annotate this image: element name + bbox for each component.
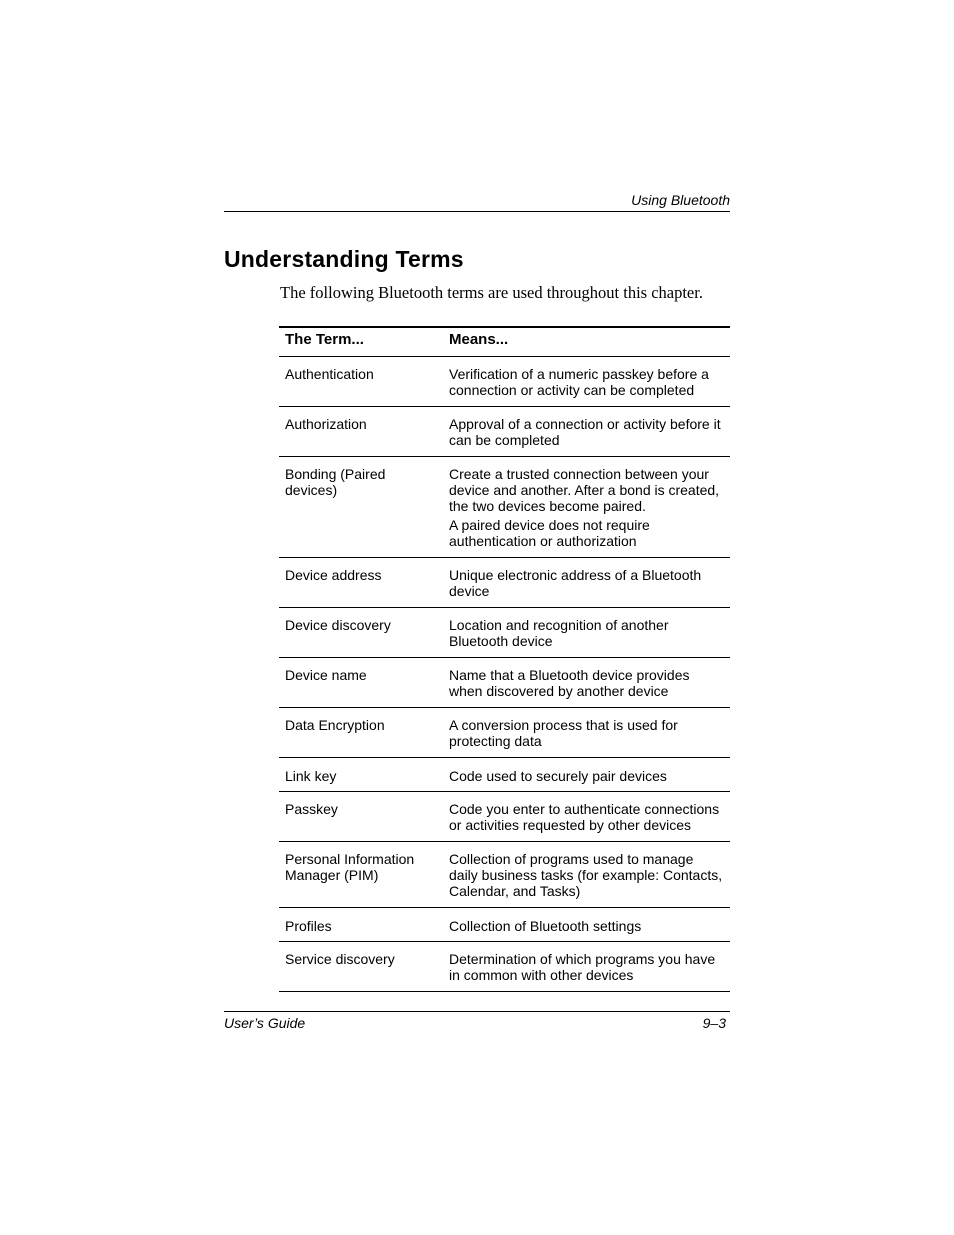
table-row [279, 558, 730, 608]
running-head: Using Bluetooth [631, 192, 730, 208]
means-text: Verification of a numeric passkey before a connection or activity can be completed [449, 366, 709, 398]
page-title: Understanding Terms [224, 246, 464, 272]
term-cell: Passkey [279, 792, 443, 842]
term-cell: Authorization [279, 407, 443, 457]
table-row [279, 708, 730, 758]
means-text: Name that a Bluetooth device provides when discovered by another device [449, 667, 690, 699]
term-cell: Device address [279, 558, 443, 608]
means-text: A conversion process that is used for protecting data [449, 717, 678, 749]
means-cell [443, 457, 730, 558]
means-text: Unique electronic address of a Bluetooth device [449, 567, 702, 599]
table-row [279, 407, 730, 457]
column-header-means: Means... [443, 327, 730, 357]
means-cell [443, 942, 730, 992]
means-text: A paired device does not require authentication or authorization [449, 517, 650, 549]
means-cell [443, 608, 730, 658]
terms-table [279, 326, 730, 992]
term-cell: Profiles [279, 908, 443, 942]
table-row [279, 908, 730, 942]
means-text: Collection of programs used to manage daily business tasks (for example: Contacts, Calendar, and Tasks) [449, 851, 723, 899]
table-row [279, 357, 730, 407]
means-cell [443, 357, 730, 407]
table-header-row [279, 327, 730, 357]
means-cell [443, 658, 730, 708]
column-header-term: The Term... [279, 327, 443, 357]
term-cell: Service discovery [279, 942, 443, 992]
table-row [279, 792, 730, 842]
table-row [279, 842, 730, 908]
term-cell: Personal Information Manager (PIM) [279, 842, 443, 908]
table-row [279, 457, 730, 558]
means-cell [443, 758, 730, 792]
table-row [279, 942, 730, 992]
term-cell: Data Encryption [279, 708, 443, 758]
means-cell [443, 407, 730, 457]
intro-paragraph: The following Bluetooth terms are used throughout this chapter. [280, 283, 703, 302]
means-cell [443, 708, 730, 758]
means-text: Code used to securely pair devices [449, 768, 667, 784]
means-cell [443, 842, 730, 908]
means-cell [443, 558, 730, 608]
means-cell [443, 792, 730, 842]
means-text: Code you enter to authenticate connections or activities requested by other devices [449, 801, 720, 833]
page-number: 9–3 [702, 1015, 726, 1031]
table-row [279, 658, 730, 708]
table-row [279, 608, 730, 658]
means-text: Determination of which programs you have in common with other devices [449, 951, 716, 983]
header-rule [224, 211, 730, 212]
means-text: Location and recognition of another Bluetooth device [449, 617, 669, 649]
means-cell [443, 908, 730, 942]
term-cell: Bonding (Paired devices) [279, 457, 443, 558]
term-cell: Link key [279, 758, 443, 792]
term-cell: Authentication [279, 357, 443, 407]
footer-guide-title: User’s Guide [224, 1015, 306, 1031]
table-row [279, 758, 730, 792]
means-text: Collection of Bluetooth settings [449, 918, 642, 934]
means-text: Approval of a connection or activity before it can be completed [449, 416, 721, 448]
footer-rule [224, 1011, 730, 1012]
means-text: Create a trusted connection between your device and another. After a bond is created, the two devices become paired. [449, 466, 720, 514]
term-cell: Device discovery [279, 608, 443, 658]
term-cell: Device name [279, 658, 443, 708]
